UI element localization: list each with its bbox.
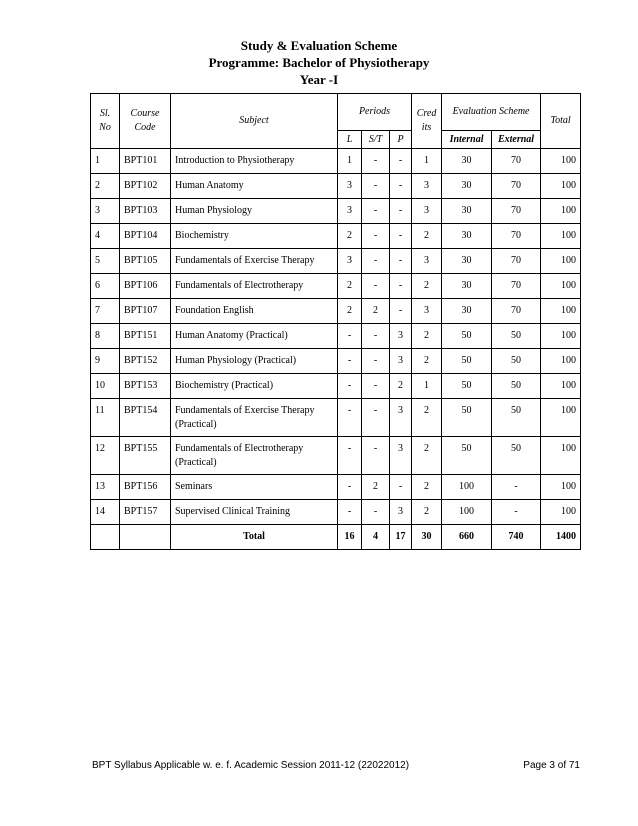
total-cell: 100	[541, 299, 581, 324]
credits-cell: 1	[412, 374, 442, 399]
credits-cell: 2	[412, 349, 442, 374]
header-l: L	[338, 131, 362, 149]
credits-cell: 2	[412, 224, 442, 249]
subject-cell: Human Physiology	[171, 199, 338, 224]
credits-cell: 2	[412, 274, 442, 299]
sl-no-cell: 10	[91, 374, 120, 399]
header-p: P	[390, 131, 412, 149]
external-cell: 70	[492, 299, 541, 324]
total-cell: 100	[541, 399, 581, 437]
practical-cell: -	[390, 199, 412, 224]
lecture-cell: 3	[338, 249, 362, 274]
st-cell: -	[362, 324, 390, 349]
total-st: 4	[362, 525, 390, 550]
st-cell: 2	[362, 475, 390, 500]
sl-no-cell: 11	[91, 399, 120, 437]
course-code-cell: BPT106	[120, 274, 171, 299]
course-code-cell: BPT157	[120, 500, 171, 525]
practical-cell: 3	[390, 500, 412, 525]
year-title: Year -I	[299, 72, 339, 87]
internal-cell: 50	[442, 324, 492, 349]
internal-cell: 50	[442, 349, 492, 374]
table-row	[91, 299, 581, 324]
footer-note: BPT Syllabus Applicable w. e. f. Academic Session 2011-12 (22022012)	[92, 760, 410, 771]
total-p: 17	[390, 525, 412, 550]
st-cell: -	[362, 149, 390, 174]
subject-cell: Seminars	[171, 475, 338, 500]
internal-cell: 50	[442, 399, 492, 437]
header-total: Total	[541, 94, 581, 149]
internal-cell: 30	[442, 199, 492, 224]
practical-cell: -	[390, 249, 412, 274]
total-cell: 100	[541, 174, 581, 199]
total-cell: 100	[541, 199, 581, 224]
internal-cell: 100	[442, 500, 492, 525]
course-code-cell: BPT103	[120, 199, 171, 224]
lecture-cell: -	[338, 374, 362, 399]
internal-cell: 30	[442, 299, 492, 324]
st-cell: -	[362, 274, 390, 299]
header-evaluation-scheme: Evaluation Scheme	[442, 94, 541, 131]
subject-cell: Biochemistry	[171, 224, 338, 249]
credits-cell: 2	[412, 324, 442, 349]
st-cell: -	[362, 224, 390, 249]
practical-cell: -	[390, 224, 412, 249]
sl-no-cell: 2	[91, 174, 120, 199]
practical-cell: -	[390, 274, 412, 299]
subject-cell: Human Anatomy (Practical)	[171, 324, 338, 349]
external-cell: 50	[492, 399, 541, 437]
table-row	[91, 399, 581, 437]
lecture-cell: -	[338, 399, 362, 437]
st-cell: -	[362, 249, 390, 274]
total-external: 740	[492, 525, 541, 550]
header-sl-no: Sl. No	[91, 94, 120, 149]
course-code-cell: BPT101	[120, 149, 171, 174]
st-cell: -	[362, 174, 390, 199]
internal-cell: 50	[442, 374, 492, 399]
external-cell: 70	[492, 149, 541, 174]
table-row	[91, 249, 581, 274]
external-cell: 70	[492, 249, 541, 274]
total-credits: 30	[412, 525, 442, 550]
total-cell: 100	[541, 274, 581, 299]
total-row-empty-code	[120, 525, 171, 550]
course-code-cell: BPT107	[120, 299, 171, 324]
internal-cell: 50	[442, 437, 492, 475]
table-row	[91, 374, 581, 399]
lecture-cell: 1	[338, 149, 362, 174]
practical-cell: 3	[390, 437, 412, 475]
credits-cell: 3	[412, 299, 442, 324]
table-row	[91, 349, 581, 374]
lecture-cell: 2	[338, 299, 362, 324]
internal-cell: 30	[442, 174, 492, 199]
subject-cell: Supervised Clinical Training	[171, 500, 338, 525]
external-cell: 70	[492, 174, 541, 199]
table-row	[91, 274, 581, 299]
total-row	[91, 525, 581, 550]
practical-cell: 2	[390, 374, 412, 399]
external-cell: 70	[492, 199, 541, 224]
total-cell: 100	[541, 437, 581, 475]
st-cell: -	[362, 500, 390, 525]
credits-cell: 1	[412, 149, 442, 174]
lecture-cell: 2	[338, 224, 362, 249]
st-cell: -	[362, 374, 390, 399]
external-cell: 70	[492, 224, 541, 249]
table-row	[91, 437, 581, 475]
total-label: Total	[171, 525, 338, 550]
sl-no-cell: 5	[91, 249, 120, 274]
practical-cell: 3	[390, 399, 412, 437]
subject-cell: Human Anatomy	[171, 174, 338, 199]
course-code-cell: BPT105	[120, 249, 171, 274]
external-cell: 70	[492, 274, 541, 299]
header-subject: Subject	[171, 94, 338, 149]
programme-title: Programme: Bachelor of Physiotherapy	[208, 55, 430, 70]
credits-cell: 3	[412, 199, 442, 224]
st-cell: -	[362, 399, 390, 437]
sl-no-cell: 7	[91, 299, 120, 324]
st-cell: -	[362, 437, 390, 475]
credits-cell: 2	[412, 475, 442, 500]
page-number: Page 3 of 71	[523, 760, 580, 771]
course-code-cell: BPT156	[120, 475, 171, 500]
lecture-cell: -	[338, 349, 362, 374]
table-row	[91, 500, 581, 525]
practical-cell: 3	[390, 349, 412, 374]
lecture-cell: -	[338, 324, 362, 349]
document-title: Study & Evaluation Scheme	[240, 38, 398, 53]
table-row	[91, 149, 581, 174]
subject-cell: Introduction to Physiotherapy	[171, 149, 338, 174]
sl-no-cell: 6	[91, 274, 120, 299]
total-cell: 100	[541, 500, 581, 525]
header-st: S/T	[362, 131, 390, 149]
practical-cell: -	[390, 475, 412, 500]
header-credits: Cred its	[412, 94, 442, 149]
sl-no-cell: 12	[91, 437, 120, 475]
total-cell: 100	[541, 374, 581, 399]
header-periods: Periods	[338, 94, 412, 131]
total-cell: 100	[541, 475, 581, 500]
course-code-cell: BPT104	[120, 224, 171, 249]
subject-cell: Human Physiology (Practical)	[171, 349, 338, 374]
internal-cell: 30	[442, 224, 492, 249]
header-external: External	[492, 131, 541, 149]
lecture-cell: 3	[338, 199, 362, 224]
header-internal: Internal	[442, 131, 492, 149]
evaluation-scheme-table	[90, 93, 581, 550]
external-cell: 50	[492, 349, 541, 374]
external-cell: 50	[492, 374, 541, 399]
external-cell: 50	[492, 324, 541, 349]
sl-no-cell: 14	[91, 500, 120, 525]
external-cell: -	[492, 500, 541, 525]
table-row	[91, 174, 581, 199]
internal-cell: 30	[442, 249, 492, 274]
total-cell: 100	[541, 249, 581, 274]
total-cell: 100	[541, 149, 581, 174]
sl-no-cell: 4	[91, 224, 120, 249]
course-code-cell: BPT151	[120, 324, 171, 349]
sl-no-cell: 9	[91, 349, 120, 374]
subject-cell: Biochemistry (Practical)	[171, 374, 338, 399]
subject-cell: Fundamentals of Electrotherapy (Practical)	[171, 437, 338, 475]
st-cell: -	[362, 349, 390, 374]
sl-no-cell: 1	[91, 149, 120, 174]
total-total: 1400	[541, 525, 581, 550]
sl-no-cell: 13	[91, 475, 120, 500]
course-code-cell: BPT153	[120, 374, 171, 399]
sl-no-cell: 8	[91, 324, 120, 349]
course-code-cell: BPT154	[120, 399, 171, 437]
st-cell: -	[362, 199, 390, 224]
course-code-cell: BPT102	[120, 174, 171, 199]
lecture-cell: -	[338, 437, 362, 475]
internal-cell: 30	[442, 149, 492, 174]
total-internal: 660	[442, 525, 492, 550]
subject-cell: Foundation English	[171, 299, 338, 324]
total-cell: 100	[541, 349, 581, 374]
credits-cell: 2	[412, 399, 442, 437]
total-l: 16	[338, 525, 362, 550]
credits-cell: 3	[412, 249, 442, 274]
subject-cell: Fundamentals of Electrotherapy	[171, 274, 338, 299]
table-row	[91, 324, 581, 349]
lecture-cell: 2	[338, 274, 362, 299]
sl-no-cell: 3	[91, 199, 120, 224]
total-cell: 100	[541, 224, 581, 249]
course-code-cell: BPT155	[120, 437, 171, 475]
total-cell: 100	[541, 324, 581, 349]
table-row	[91, 199, 581, 224]
st-cell: 2	[362, 299, 390, 324]
credits-cell: 3	[412, 174, 442, 199]
header-course-code: Course Code	[120, 94, 171, 149]
credits-cell: 2	[412, 500, 442, 525]
table-row	[91, 224, 581, 249]
subject-cell: Fundamentals of Exercise Therapy (Practical)	[171, 399, 338, 437]
practical-cell: -	[390, 174, 412, 199]
table-body	[91, 149, 581, 525]
internal-cell: 100	[442, 475, 492, 500]
external-cell: -	[492, 475, 541, 500]
internal-cell: 30	[442, 274, 492, 299]
subject-cell: Fundamentals of Exercise Therapy	[171, 249, 338, 274]
practical-cell: 3	[390, 324, 412, 349]
total-row-empty-sl	[91, 525, 120, 550]
practical-cell: -	[390, 299, 412, 324]
table-row	[91, 475, 581, 500]
lecture-cell: -	[338, 475, 362, 500]
course-code-cell: BPT152	[120, 349, 171, 374]
practical-cell: -	[390, 149, 412, 174]
credits-cell: 2	[412, 437, 442, 475]
lecture-cell: -	[338, 500, 362, 525]
lecture-cell: 3	[338, 174, 362, 199]
external-cell: 50	[492, 437, 541, 475]
